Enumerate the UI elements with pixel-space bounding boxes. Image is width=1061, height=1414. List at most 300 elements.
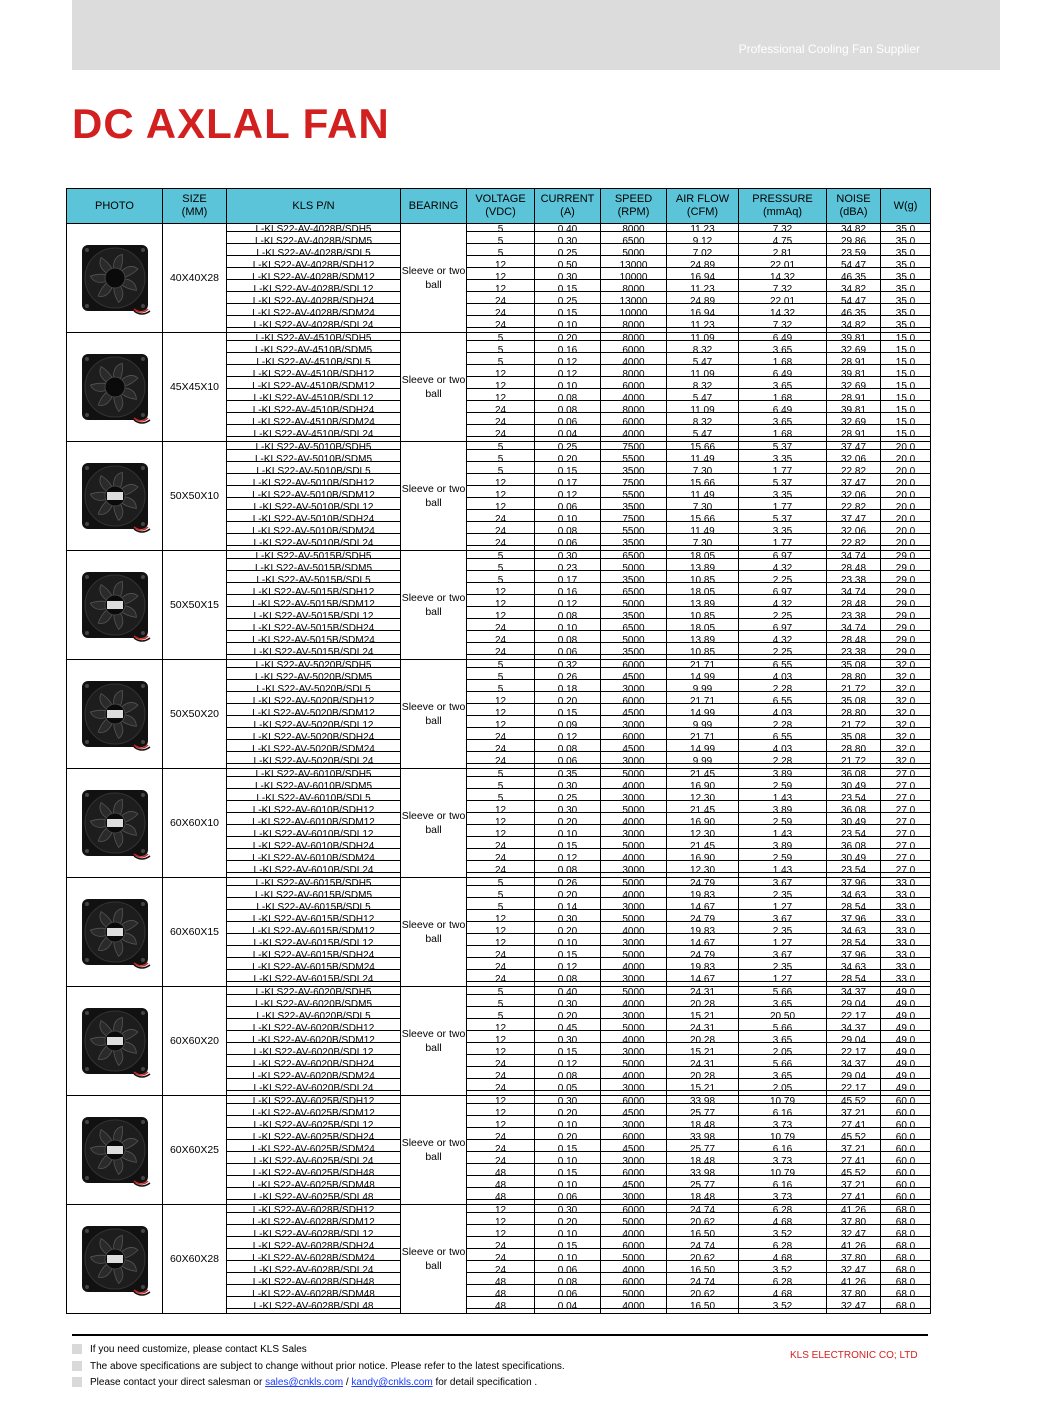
value-cell: 6000: [601, 1205, 667, 1218]
value-cell: 2.59: [739, 853, 827, 865]
value-cell: 7.02: [667, 248, 739, 260]
value-cell: 12: [467, 587, 535, 599]
value-cell: 22.01: [739, 296, 827, 308]
value-cell: 14.99: [667, 708, 739, 720]
part-number-cell: L-KLS22-AV-6028B/SDL24: [227, 1265, 401, 1277]
logo-subtext: COOLING: [1009, 42, 1055, 54]
value-cell: 32.0: [881, 744, 931, 756]
value-cell: 33.0: [881, 914, 931, 926]
value-cell: 32.47: [827, 1229, 881, 1241]
value-cell: 28.54: [827, 938, 881, 950]
value-cell: 12: [467, 369, 535, 381]
bullet-square-icon: [72, 1377, 82, 1387]
value-cell: 1.68: [739, 393, 827, 405]
part-number-cell: L-KLS22-AV-6010B/SDM5: [227, 781, 401, 793]
value-cell: 32.0: [881, 720, 931, 732]
value-cell: 68.0: [881, 1289, 931, 1301]
value-cell: 13000: [601, 296, 667, 308]
value-cell: 32.0: [881, 696, 931, 708]
value-cell: 34.63: [827, 962, 881, 974]
value-cell: 0.15: [535, 708, 601, 720]
value-cell: 0.20: [535, 1132, 601, 1144]
column-header: SPEED (RPM): [601, 189, 667, 224]
value-cell: 5.66: [739, 1023, 827, 1035]
value-cell: 29.86: [827, 236, 881, 248]
value-cell: 0.04: [535, 429, 601, 442]
value-cell: 0.12: [535, 962, 601, 974]
value-cell: 9.99: [667, 720, 739, 732]
value-cell: 39.81: [827, 333, 881, 346]
part-number-cell: L-KLS22-AV-6020B/SDH12: [227, 1023, 401, 1035]
value-cell: 4.03: [739, 708, 827, 720]
part-number-cell: L-KLS22-AV-5010B/SDL5: [227, 466, 401, 478]
value-cell: 6000: [601, 1168, 667, 1180]
value-cell: 3500: [601, 575, 667, 587]
value-cell: 32.06: [827, 454, 881, 466]
value-cell: 3.73: [739, 1156, 827, 1168]
value-cell: 16.90: [667, 853, 739, 865]
part-number-cell: L-KLS22-AV-5010B/SDL12: [227, 502, 401, 514]
value-cell: 39.81: [827, 405, 881, 417]
value-cell: 0.20: [535, 333, 601, 346]
part-number-cell: L-KLS22-AV-6020B/SDM12: [227, 1035, 401, 1047]
value-cell: 0.15: [535, 1047, 601, 1059]
value-cell: 5.37: [739, 514, 827, 526]
value-cell: 68.0: [881, 1253, 931, 1265]
value-cell: 28.80: [827, 708, 881, 720]
value-cell: 3.67: [739, 878, 827, 891]
part-number-cell: L-KLS22-AV-4028B/SDM12: [227, 272, 401, 284]
value-cell: 8000: [601, 224, 667, 237]
value-cell: 0.20: [535, 817, 601, 829]
value-cell: 6000: [601, 1241, 667, 1253]
value-cell: 27.41: [827, 1192, 881, 1205]
value-cell: 24: [467, 647, 535, 660]
value-cell: 8.32: [667, 417, 739, 429]
value-cell: 12: [467, 599, 535, 611]
part-number-cell: L-KLS22-AV-5010B/SDM24: [227, 526, 401, 538]
value-cell: 48: [467, 1168, 535, 1180]
value-cell: 5: [467, 878, 535, 891]
value-cell: 12.30: [667, 865, 739, 878]
value-cell: 0.30: [535, 781, 601, 793]
email-link-kandy[interactable]: kandy@cnkls.com: [351, 1377, 433, 1388]
value-cell: 49.0: [881, 1059, 931, 1071]
value-cell: 3000: [601, 1083, 667, 1096]
value-cell: 1.68: [739, 357, 827, 369]
value-cell: 5.37: [739, 442, 827, 455]
value-cell: 0.06: [535, 502, 601, 514]
part-number-cell: L-KLS22-AV-6015B/SDM12: [227, 926, 401, 938]
value-cell: 22.82: [827, 502, 881, 514]
value-cell: 0.12: [535, 369, 601, 381]
value-cell: 5: [467, 224, 535, 237]
value-cell: 0.10: [535, 623, 601, 635]
value-cell: 36.08: [827, 769, 881, 782]
value-cell: 45.52: [827, 1132, 881, 1144]
value-cell: 21.71: [667, 696, 739, 708]
value-cell: 6.28: [739, 1277, 827, 1289]
value-cell: 24: [467, 853, 535, 865]
value-cell: 0.25: [535, 296, 601, 308]
value-cell: 3.73: [739, 1192, 827, 1205]
size-cell: 40X40X28: [163, 224, 227, 333]
value-cell: 20.0: [881, 478, 931, 490]
value-cell: 4000: [601, 781, 667, 793]
value-cell: 6.49: [739, 333, 827, 346]
value-cell: 4000: [601, 817, 667, 829]
value-cell: 3500: [601, 538, 667, 551]
fan-photo-icon: [76, 893, 154, 971]
value-cell: 68.0: [881, 1217, 931, 1229]
value-cell: 4000: [601, 1071, 667, 1083]
value-cell: 54.47: [827, 260, 881, 272]
value-cell: 30.49: [827, 781, 881, 793]
value-cell: 3000: [601, 793, 667, 805]
value-cell: 33.0: [881, 926, 931, 938]
value-cell: 15.21: [667, 1083, 739, 1096]
value-cell: 5: [467, 551, 535, 564]
page-title: DC AXLAL FAN: [72, 100, 390, 147]
value-cell: 21.45: [667, 769, 739, 782]
value-cell: 33.98: [667, 1096, 739, 1109]
value-cell: 10.85: [667, 575, 739, 587]
value-cell: 22.17: [827, 1047, 881, 1059]
part-number-cell: L-KLS22-AV-6025B/SDH24: [227, 1132, 401, 1144]
part-number-cell: L-KLS22-AV-5020B/SDH5: [227, 660, 401, 673]
size-cell: 45X45X10: [163, 333, 227, 442]
value-cell: 6.97: [739, 587, 827, 599]
value-cell: 0.04: [535, 1301, 601, 1314]
value-cell: 7500: [601, 478, 667, 490]
value-cell: 29.0: [881, 647, 931, 660]
value-cell: 24: [467, 865, 535, 878]
part-number-cell: L-KLS22-AV-6025B/SDH12: [227, 1096, 401, 1109]
value-cell: 13.89: [667, 563, 739, 575]
value-cell: 27.0: [881, 841, 931, 853]
value-cell: 8000: [601, 320, 667, 333]
value-cell: 0.17: [535, 575, 601, 587]
value-cell: 3.73: [739, 1120, 827, 1132]
value-cell: 4.32: [739, 599, 827, 611]
value-cell: 24: [467, 841, 535, 853]
value-cell: 2.28: [739, 720, 827, 732]
value-cell: 2.28: [739, 684, 827, 696]
part-number-cell: L-KLS22-AV-6025B/SDM24: [227, 1144, 401, 1156]
value-cell: 3000: [601, 902, 667, 914]
part-number-cell: L-KLS22-AV-5015B/SDL5: [227, 575, 401, 587]
value-cell: 28.80: [827, 744, 881, 756]
part-number-cell: L-KLS22-AV-4028B/SDH24: [227, 296, 401, 308]
part-number-cell: L-KLS22-AV-6010B/SDM12: [227, 817, 401, 829]
value-cell: 28.48: [827, 599, 881, 611]
value-cell: 32.06: [827, 490, 881, 502]
value-cell: 24: [467, 1144, 535, 1156]
value-cell: 34.82: [827, 224, 881, 237]
value-cell: 8000: [601, 405, 667, 417]
value-cell: 16.50: [667, 1229, 739, 1241]
value-cell: 34.82: [827, 320, 881, 333]
part-number-cell: L-KLS22-AV-5020B/SDL24: [227, 756, 401, 769]
value-cell: 20.0: [881, 538, 931, 551]
value-cell: 0.30: [535, 999, 601, 1011]
table-row: [67, 769, 931, 782]
value-cell: 3.35: [739, 526, 827, 538]
value-cell: 37.96: [827, 914, 881, 926]
value-cell: 1.77: [739, 538, 827, 551]
value-cell: 0.30: [535, 1035, 601, 1047]
value-cell: 0.10: [535, 1229, 601, 1241]
value-cell: 8.32: [667, 381, 739, 393]
value-cell: 20.50: [739, 1011, 827, 1023]
value-cell: 5500: [601, 454, 667, 466]
part-number-cell: L-KLS22-AV-6028B/SDH48: [227, 1277, 401, 1289]
value-cell: 24: [467, 1071, 535, 1083]
part-number-cell: L-KLS22-AV-5020B/SDL5: [227, 684, 401, 696]
value-cell: 10.79: [739, 1132, 827, 1144]
value-cell: 24: [467, 1253, 535, 1265]
value-cell: 3.67: [739, 950, 827, 962]
value-cell: 0.10: [535, 381, 601, 393]
value-cell: 0.08: [535, 1277, 601, 1289]
value-cell: 0.09: [535, 720, 601, 732]
part-number-cell: L-KLS22-AV-6010B/SDL24: [227, 865, 401, 878]
value-cell: 12: [467, 260, 535, 272]
value-cell: 0.06: [535, 1192, 601, 1205]
part-number-cell: L-KLS22-AV-4510B/SDH12: [227, 369, 401, 381]
value-cell: 21.71: [667, 732, 739, 744]
value-cell: 22.17: [827, 1011, 881, 1023]
value-cell: 4000: [601, 999, 667, 1011]
value-cell: 29.0: [881, 635, 931, 647]
part-number-cell: L-KLS22-AV-6025B/SDM48: [227, 1180, 401, 1192]
value-cell: 28.91: [827, 357, 881, 369]
value-cell: 35.08: [827, 732, 881, 744]
part-number-cell: L-KLS22-AV-5010B/SDH5: [227, 442, 401, 455]
value-cell: 0.08: [535, 393, 601, 405]
value-cell: 32.06: [827, 526, 881, 538]
part-number-cell: L-KLS22-AV-6028B/SDM24: [227, 1253, 401, 1265]
value-cell: 0.20: [535, 926, 601, 938]
value-cell: 2.81: [739, 248, 827, 260]
value-cell: 4.68: [739, 1217, 827, 1229]
bearing-cell: Sleeve or two ball: [401, 224, 467, 333]
value-cell: 68.0: [881, 1277, 931, 1289]
value-cell: 10000: [601, 308, 667, 320]
fan-photo-icon: [76, 784, 154, 862]
part-number-cell: L-KLS22-AV-6010B/SDM24: [227, 853, 401, 865]
value-cell: 24: [467, 974, 535, 987]
size-cell: 50X50X10: [163, 442, 227, 551]
value-cell: 37.21: [827, 1144, 881, 1156]
bearing-cell: Sleeve or two ball: [401, 442, 467, 551]
value-cell: 3000: [601, 974, 667, 987]
value-cell: 3.89: [739, 805, 827, 817]
part-number-cell: L-KLS22-AV-4510B/SDM5: [227, 345, 401, 357]
value-cell: 32.0: [881, 672, 931, 684]
value-cell: 6000: [601, 417, 667, 429]
value-cell: 24.89: [667, 260, 739, 272]
part-number-cell: L-KLS22-AV-4510B/SDM12: [227, 381, 401, 393]
part-number-cell: L-KLS22-AV-4510B/SDL5: [227, 357, 401, 369]
size-cell: 60X60X25: [163, 1096, 227, 1205]
value-cell: 12: [467, 708, 535, 720]
value-cell: 3.52: [739, 1265, 827, 1277]
value-cell: 23.38: [827, 611, 881, 623]
bullet-square-icon: [72, 1361, 82, 1371]
value-cell: 33.0: [881, 974, 931, 987]
value-cell: 1.77: [739, 466, 827, 478]
value-cell: 0.10: [535, 1180, 601, 1192]
value-cell: 3.65: [739, 417, 827, 429]
part-number-cell: L-KLS22-AV-6015B/SDH24: [227, 950, 401, 962]
value-cell: 3000: [601, 938, 667, 950]
part-number-cell: L-KLS22-AV-4028B/SDH5: [227, 224, 401, 237]
photo-cell: [67, 769, 163, 878]
value-cell: 6000: [601, 660, 667, 673]
value-cell: 45.52: [827, 1096, 881, 1109]
value-cell: 3500: [601, 466, 667, 478]
part-number-cell: L-KLS22-AV-5010B/SDM12: [227, 490, 401, 502]
value-cell: 5000: [601, 635, 667, 647]
size-cell: 60X60X20: [163, 987, 227, 1096]
photo-cell: [67, 660, 163, 769]
value-cell: 49.0: [881, 1035, 931, 1047]
value-cell: 27.0: [881, 865, 931, 878]
value-cell: 35.08: [827, 660, 881, 673]
value-cell: 0.40: [535, 987, 601, 1000]
part-number-cell: L-KLS22-AV-4510B/SDM24: [227, 417, 401, 429]
value-cell: 35.0: [881, 308, 931, 320]
footer-divider: [72, 1334, 928, 1336]
value-cell: 2.59: [739, 781, 827, 793]
value-cell: 19.83: [667, 962, 739, 974]
value-cell: 8000: [601, 369, 667, 381]
value-cell: 25.77: [667, 1144, 739, 1156]
value-cell: 0.14: [535, 902, 601, 914]
part-number-cell: L-KLS22-AV-4028B/SDM24: [227, 308, 401, 320]
value-cell: 12: [467, 1047, 535, 1059]
value-cell: 34.37: [827, 1059, 881, 1071]
value-cell: 3000: [601, 1156, 667, 1168]
value-cell: 24: [467, 429, 535, 442]
value-cell: 2.05: [739, 1047, 827, 1059]
value-cell: 3000: [601, 829, 667, 841]
bearing-cell: Sleeve or two ball: [401, 551, 467, 660]
value-cell: 5000: [601, 841, 667, 853]
value-cell: 33.0: [881, 878, 931, 891]
value-cell: 20.28: [667, 999, 739, 1011]
value-cell: 15.0: [881, 345, 931, 357]
value-cell: 3000: [601, 1047, 667, 1059]
value-cell: 11.23: [667, 224, 739, 237]
value-cell: 13000: [601, 260, 667, 272]
value-cell: 29.04: [827, 1071, 881, 1083]
value-cell: 48: [467, 1192, 535, 1205]
value-cell: 16.90: [667, 817, 739, 829]
value-cell: 37.47: [827, 442, 881, 455]
value-cell: 4.68: [739, 1253, 827, 1265]
part-number-cell: L-KLS22-AV-6020B/SDM24: [227, 1071, 401, 1083]
value-cell: 5: [467, 672, 535, 684]
bearing-cell: Sleeve or two ball: [401, 660, 467, 769]
value-cell: 22.17: [827, 1083, 881, 1096]
part-number-cell: L-KLS22-AV-5010B/SDL24: [227, 538, 401, 551]
value-cell: 28.54: [827, 902, 881, 914]
value-cell: 5: [467, 357, 535, 369]
value-cell: 1.27: [739, 938, 827, 950]
part-number-cell: L-KLS22-AV-4028B/SDM5: [227, 236, 401, 248]
value-cell: 5: [467, 793, 535, 805]
value-cell: 24: [467, 744, 535, 756]
value-cell: 12.30: [667, 829, 739, 841]
value-cell: 6500: [601, 587, 667, 599]
value-cell: 32.0: [881, 756, 931, 769]
value-cell: 0.20: [535, 890, 601, 902]
footer-note-3: Please contact your direct salesman or sales@cnkls.com / kandy@cnkls.com for detail specification .: [72, 1377, 537, 1388]
value-cell: 5000: [601, 1253, 667, 1265]
value-cell: 12: [467, 490, 535, 502]
value-cell: 25.77: [667, 1108, 739, 1120]
value-cell: 28.91: [827, 393, 881, 405]
value-cell: 18.48: [667, 1156, 739, 1168]
value-cell: 24: [467, 732, 535, 744]
value-cell: 12: [467, 1035, 535, 1047]
value-cell: 32.0: [881, 708, 931, 720]
value-cell: 15.0: [881, 417, 931, 429]
value-cell: 5: [467, 781, 535, 793]
value-cell: 12: [467, 720, 535, 732]
value-cell: 24.31: [667, 1059, 739, 1071]
value-cell: 5500: [601, 526, 667, 538]
value-cell: 10000: [601, 272, 667, 284]
bearing-cell: Sleeve or two ball: [401, 1205, 467, 1314]
size-cell: 60X60X28: [163, 1205, 227, 1314]
value-cell: 12: [467, 829, 535, 841]
value-cell: 23.54: [827, 793, 881, 805]
value-cell: 12: [467, 1096, 535, 1109]
part-number-cell: L-KLS22-AV-4510B/SDH24: [227, 405, 401, 417]
part-number-cell: L-KLS22-AV-4028B/SDL5: [227, 248, 401, 260]
value-cell: 6.16: [739, 1108, 827, 1120]
value-cell: 24: [467, 950, 535, 962]
value-cell: 4.75: [739, 236, 827, 248]
value-cell: 14.67: [667, 974, 739, 987]
value-cell: 12: [467, 1205, 535, 1218]
value-cell: 5: [467, 660, 535, 673]
value-cell: 6000: [601, 345, 667, 357]
value-cell: 41.26: [827, 1241, 881, 1253]
part-number-cell: L-KLS22-AV-4510B/SDL24: [227, 429, 401, 442]
value-cell: 4000: [601, 1301, 667, 1314]
fan-photo-icon: [76, 1002, 154, 1080]
value-cell: 11.23: [667, 284, 739, 296]
value-cell: 15.21: [667, 1011, 739, 1023]
table-header-row: [67, 189, 931, 224]
value-cell: 5: [467, 563, 535, 575]
size-cell: 60X60X10: [163, 769, 227, 878]
email-link-sales[interactable]: sales@cnkls.com: [265, 1377, 344, 1388]
part-number-cell: L-KLS22-AV-6020B/SDH24: [227, 1059, 401, 1071]
value-cell: 48: [467, 1301, 535, 1314]
company-name: KLS ELECTRONIC CO; LTD: [790, 1350, 918, 1361]
value-cell: 6.28: [739, 1241, 827, 1253]
value-cell: 32.69: [827, 417, 881, 429]
value-cell: 4500: [601, 1144, 667, 1156]
value-cell: 0.40: [535, 224, 601, 237]
value-cell: 0.16: [535, 345, 601, 357]
value-cell: 3.89: [739, 769, 827, 782]
